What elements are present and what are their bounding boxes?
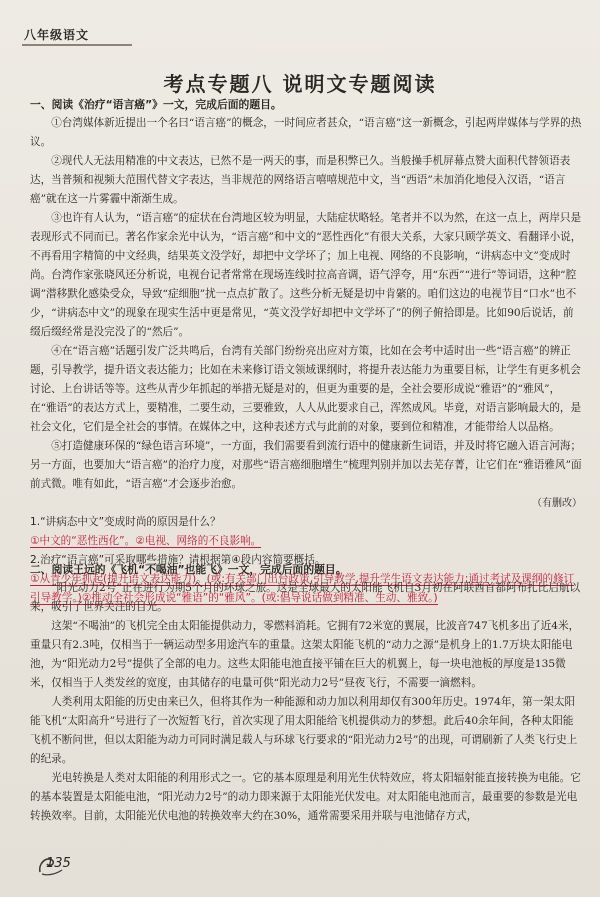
paragraph: ①台湾媒体新近提出一个名曰“语言癌”的概念，一时间应者甚众，“语言癌”这一新概念，引起两岸媒体与学界的热议。 (30, 117, 582, 148)
section-1-heading: 一、阅读《治疗“语言癌”》一文，完成后面的题目。 (30, 98, 282, 111)
paragraph: “阳光动力2号”正在进行为期5个月的环球之旅。这是全球最大的太阳能飞机自3月初在阿联酋首都阿布扎比启航以来，吸引了世界关注的目光。 (30, 582, 581, 613)
paragraph: ⑤打造健康环保的“绿色语言环境”，一方面，我们需要看到流行语中的健康新生词语，并及时将它融入语言河海；另一方面，也要加大“语言癌”的治疗力度，对那些“语言癌细胞增生”梳理判别并加以去芜存菁，让它们在“雅语雅风”面前式微。唯有如此，“语言癌”才会逐步治愈。 (30, 440, 582, 490)
paragraph: 这架“不喝油”的飞机完全由太阳能提供动力，零燃料消耗。它拥有72米宽的翼展，比波音747飞机多出了近4米，重量只有2.3吨，仅相当于一辆运动型多用途汽车的重量。这架太阳能飞机的“动力之源”是机身上的1.7万块太阳能电池，为“阳光动力2号”提供了全部的电力。这些太阳能电池直接平铺在巨大的机翼上，每一块电池板的厚度是135微米，仅相当于人类发丝的宽度，由其储存的电量可供“阳光动力2号”昼夜飞行，不需要一滴燃料。 (30, 620, 580, 689)
section-2-heading: 二、阅读王远的《飞机“不喝油”也能飞》一文，完成后面的题目。 (30, 563, 347, 576)
answer-1: ①中文的“恶性西化”。②电视、网络的不良影响。 (30, 535, 262, 547)
paragraph: ②现代人无法用精准的中文表达，已然不是一两天的事，而是积弊已久。当般操手机屏幕点赞大面积代替领语表达，当普频和视频大范围代替文字表达，当非规范的网络语言嘻嘻规范中文，当“西语”未加消化地侵入汉语，“语言癌”就在这一片雾霾中渐渐生成。 (30, 155, 571, 205)
source-note: （有删改） (532, 498, 582, 509)
paragraph: ③也许有人认为，“语言癌”的症状在台湾地区较为明显，大陆症状略轻。笔者并不以为然，在这一点上，两岸只是表现形式不同而已。著名作家余光中认为，“语言癌”和中文的“恶性西化”有很大关系，大家只顾学英文、看翻译小说，不再看用字精简的中文经典，结果英文没学好，却把中文学坏了；加上电视、网络的不良影响，“讲病态中文”变成时尚。台湾作家张晓风还分析说，电视台记者常常在现场连线时拉高音调，语气浮夸，用“东西”“进行”等词语，这种“腔调”潜移默化感染受众，导致“症细胞”扰一点点扩散了。这些分析无疑是切中肯綮的。咱们这边的电视节目“口水”也不少，“讲病态中文”的现象在现实生活中更是常见，“英文没学好却把中文学坏了”的例子俯拾即是。比如90后说话，前缀后缀经常是没完没了的“然后”。 (30, 212, 582, 338)
question-2: 2.治疗“语言癌”可采取哪些措施？请根据第④段内容简要概括。 (30, 554, 326, 566)
paragraph: 人类利用太阳能的历史由来已久，但将其作为一种能源和动力加以利用却仅有300年历史。1974年，第一架太阳能飞机“太阳高升”号进行了一次短暂飞行，首次实现了用太阳能给飞机提供动力的梦想。此后40余年间，各种太阳能飞机不断问世，但以太阳能为动力可同时满足载人与环球飞行要求的“阳光动力2号”的出现，可谓刷新了人类飞行史上的纪录。 (30, 696, 578, 765)
page-title: 考点专题八 说明文专题阅读 (163, 72, 437, 96)
section-2 (30, 560, 582, 826)
answer-2: ①从青少年抓起(提升语文表达能力)。(或:有关部门出台政策,引导教学,提升学生语文表达能力;通过考试及课纲的修订引导教学。)②推动全社会形成说“雅语”的“雅风”。(或:倡导说话做到精准、生动、雅致。) (30, 573, 575, 604)
header-rule (22, 44, 132, 46)
page-number: 135 (46, 856, 71, 871)
section-1 (30, 95, 582, 608)
paragraph: 光电转换是人类对太阳能的利用形式之一。它的基本原理是利用光生伏特效应，将太阳辐射能直接转换为电能。它的基本装置是太阳能电池，“阳光动力2号”的动力即来源于太阳能光伏发电。对太阳能电池而言，最重要的参数是光电转换效率。目前，太阳能光伏电池的转换效率大约在30%，通常需要采用并联与电池储存方式， (30, 772, 581, 822)
paragraph: ④在“语言癌”话题引发广泛共鸣后，台湾有关部门纷纷亮出应对方策，比如在会考中适时出一些“语言癌”的辨正题，引导教学，提升语文表达能力；比如在未来修订语文领域课纲时，将提升表达能力为重要目标，让学生有更多机会讨论、上台讲话等等。这些从青少年抓起的举措无疑是对的，但更为重要的是，全社会要形成说“雅语”的“雅风”，在“雅语”的表达方式上，要精准，二要生动，三要雅致，人人从此要求自己，浑然成风。毕竟，对语言影响最大的，是社会文化，它们是全社会的事情。在媒体之中，这种表述方式与此前的对象，要到位和精准，才能带给人以品格。 (30, 345, 582, 433)
question-1: 1.“讲病态中文”变成时尚的原因是什么？ (30, 516, 221, 528)
grade-label: 八年级语文 (24, 28, 90, 42)
